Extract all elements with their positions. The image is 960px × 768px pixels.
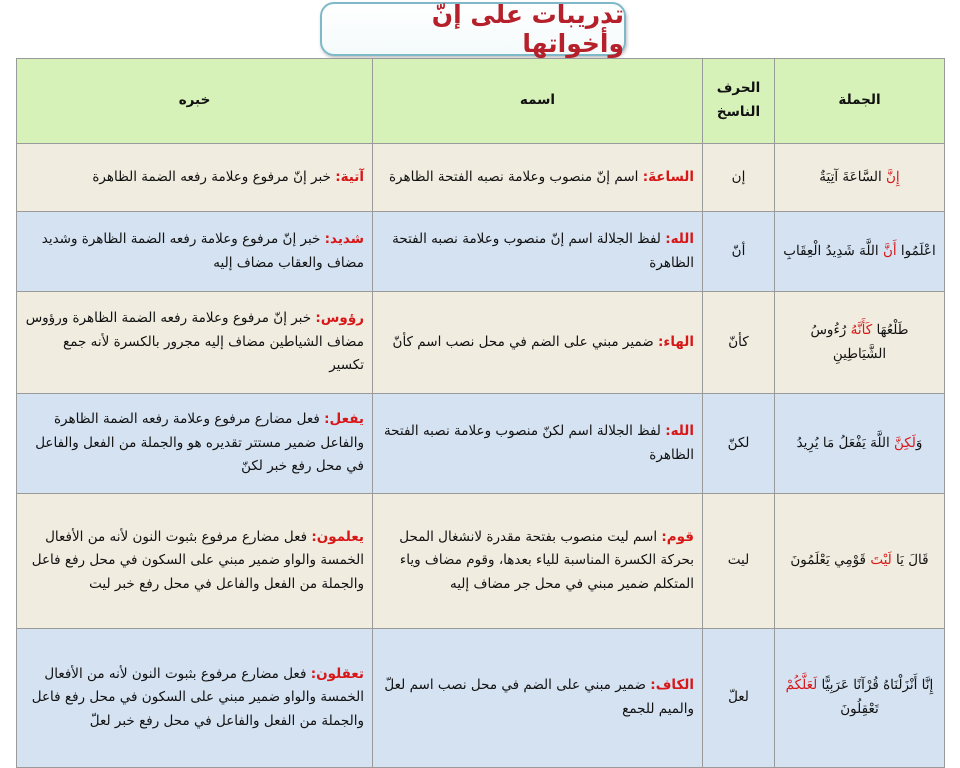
particle-cell: ليت [703, 494, 775, 629]
sentence-cell: وَلَكِنَّ اللَّهَ يَفْعَلُ مَا يُرِيدُ [775, 394, 945, 494]
sentence-cell: طَلْعُهَا كَأَنَّهُ رُءُوسُ الشَّيَاطِينِ [775, 292, 945, 394]
header-sentence: الجملة [775, 59, 945, 144]
table-row [17, 292, 945, 394]
sentence-cell: إِنَّ السَّاعَةَ آتِيَةٌ [775, 144, 945, 212]
table-row [17, 394, 945, 494]
predicate-cell: شديد: خبر إنّ مرفوع وعلامة رفعه الضمة الظاهرة وشديد مضاف والعقاب مضاف إليه [17, 212, 373, 292]
particle-cell: لكنّ [703, 394, 775, 494]
particle-cell: لعلّ [703, 629, 775, 768]
table-row [17, 629, 945, 768]
noun-cell: الله: لفظ الجلالة اسم إنّ منصوب وعلامة نصبه الفتحة الظاهرة [373, 212, 703, 292]
table-row [17, 144, 945, 212]
particle-cell: كأنّ [703, 292, 775, 394]
particle-cell: أنّ [703, 212, 775, 292]
noun-cell: الساعةَ: اسم إنّ منصوب وعلامة نصبه الفتحة الظاهرة [373, 144, 703, 212]
noun-cell: الله: لفظ الجلالة اسم لكنّ منصوب وعلامة نصبه الفتحة الظاهرة [373, 394, 703, 494]
header-noun: اسمه [373, 59, 703, 144]
header-predicate: خبره [17, 59, 373, 144]
header-particle: الحرف الناسخ [703, 59, 775, 144]
noun-cell: الكاف: ضمير مبني على الضم في محل نصب اسم لعلّ والميم للجمع [373, 629, 703, 768]
page-title: تدريبات على إنّ وأخواتها [320, 2, 626, 56]
grammar-table [16, 58, 945, 768]
predicate-cell: يعلمون: فعل مضارع مرفوع بثبوت النون لأنه من الأفعال الخمسة والواو ضمير مبني على السكون في محل رفع فاعل والجملة من الفعل والفاعل في محل رفع خبر ليت [17, 494, 373, 629]
noun-cell: قوم: اسم ليت منصوب بفتحة مقدرة لانشغال المحل بحركة الكسرة المناسبة للياء بعدها، وقوم مضاف وياء المتكلم ضمير مبني في محل جر مضاف إليه [373, 494, 703, 629]
particle-cell: إن [703, 144, 775, 212]
predicate-cell: آتية: خبر إنّ مرفوع وعلامة رفعه الضمة الظاهرة [17, 144, 373, 212]
table-row [17, 494, 945, 629]
sentence-cell: اعْلَمُوا أَنَّ اللَّهَ شَدِيدُ الْعِقَابِ [775, 212, 945, 292]
sentence-cell: إِنَّا أَنْزَلْنَاهُ قُرْآنًا عَرَبِيًّا لَعَلَّكُمْ تَعْقِلُونَ [775, 629, 945, 768]
sentence-cell: قَالَ يَا لَيْتَ قَوْمِي يَعْلَمُونَ [775, 494, 945, 629]
table-header-row [17, 59, 945, 144]
predicate-cell: يفعل: فعل مضارع مرفوع وعلامة رفعه الضمة الظاهرة والفاعل ضمير مستتر تقديره هو والجملة من الفعل والفاعل في محل رفع خبر لكنّ [17, 394, 373, 494]
table-row [17, 212, 945, 292]
predicate-cell: رؤوس: خبر إنّ مرفوع وعلامة رفعه الضمة الظاهرة ورؤوس مضاف الشياطين مضاف إليه مجرور بالكسرة لأنه جمع تكسير [17, 292, 373, 394]
predicate-cell: تعقلون: فعل مضارع مرفوع بثبوت النون لأنه من الأفعال الخمسة والواو ضمير مبني على السكون في محل رفع فاعل والجملة من الفعل والفاعل في محل رفع خبر لعلّ [17, 629, 373, 768]
noun-cell: الهاء: ضمير مبني على الضم في محل نصب اسم كأنّ [373, 292, 703, 394]
